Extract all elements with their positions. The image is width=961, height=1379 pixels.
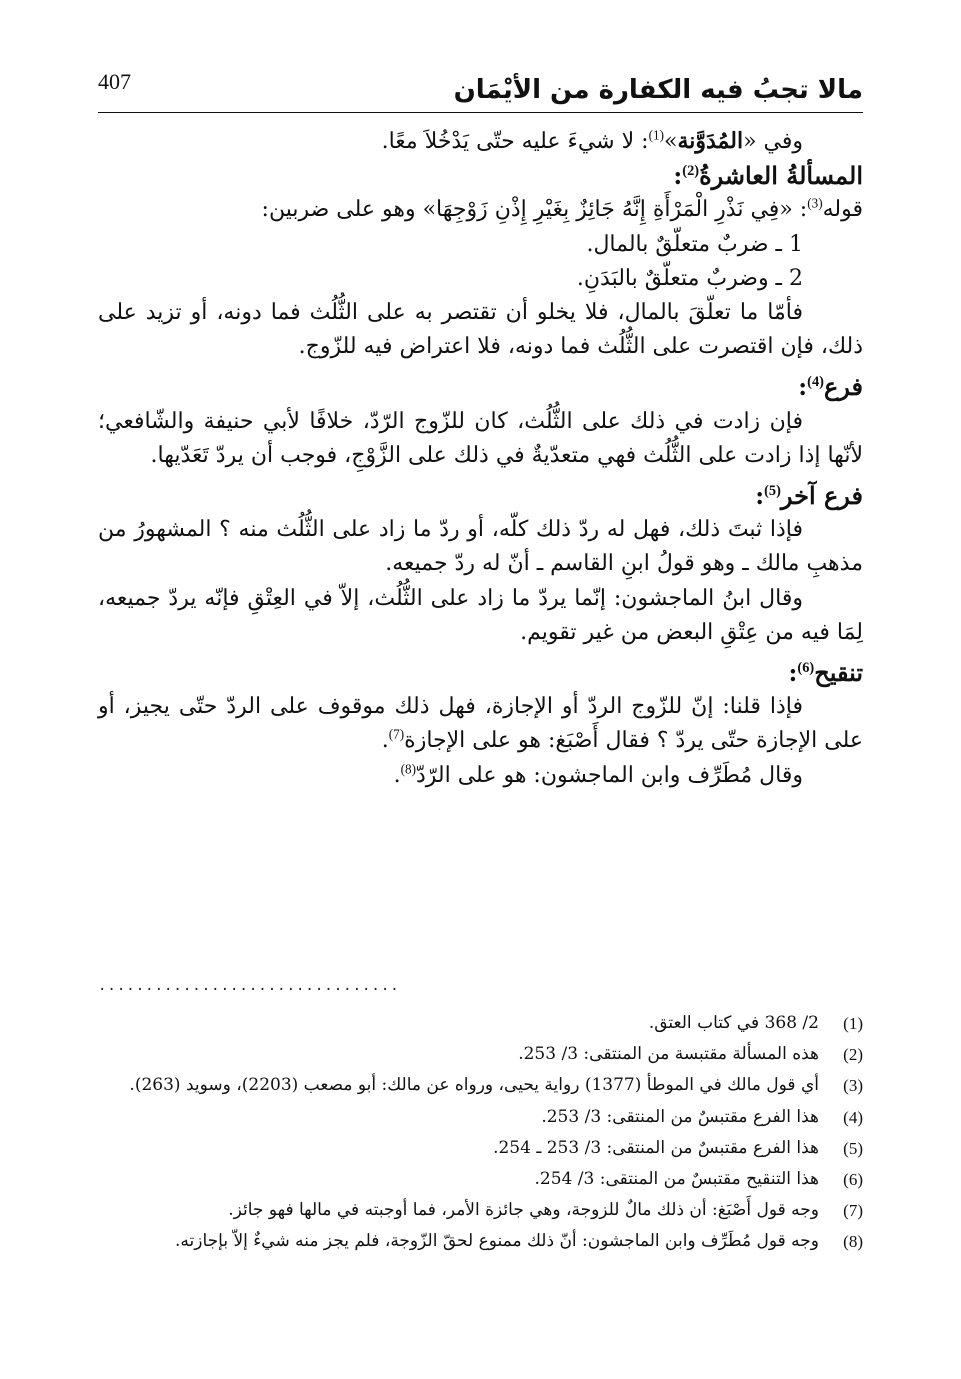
text-line-17: فإذا قلنا: إنّ للزّوج الردّ أو الإجازة، فهل ذلك موقوف على الردّ حتّى يجيز، أو — [98, 694, 803, 720]
heading-text: فرع آخر — [780, 481, 863, 510]
footnote-7 — [98, 1195, 863, 1226]
heading-text: تنقيح — [814, 657, 863, 687]
footnote-6 — [98, 1164, 863, 1195]
text-line-3 — [98, 193, 863, 227]
list-item-2: 2 ـ وضربٌ متعلّقٌ بالبَدَنِ. — [576, 265, 803, 291]
footnote-text: هذه المسألة مقتبسة من المنتقى: 3/ 253. — [518, 1044, 819, 1065]
text-line-7: ذلك، فإن اقتصرت على الثُّلُث فما دونه، فلا اعتراض فيه للزّوج. — [298, 334, 863, 360]
running-title: مالا تجبُ فيه الكفارة من الأيْمَان — [453, 75, 863, 105]
heading-colon: : — [673, 161, 683, 191]
footnote-text: هذا التنقيح مقتبسٌ من المنتقى: 3/ 254. — [534, 1169, 819, 1190]
text-line-14: وقال ابنُ الماجشون: إنّما يردّ ما زاد على الثُّلُث، إلاّ في العِتْقِ فإنّه يردّ جميعه، — [98, 585, 803, 611]
footnote-8 — [98, 1226, 863, 1257]
line-19-rest: . — [393, 762, 401, 788]
footnote-ref-6: (6) — [797, 659, 815, 676]
header-rule — [98, 112, 863, 113]
line-19-pre: وقال مُطَرِّف وابن الماجشون: هو على الرّدّ — [415, 762, 803, 788]
line-3-rest: : «فِي نَذْرِ الْمَرْأَةِ إِنَّهُ جَائِزٌ بِغَيْرِ إِذْنِ زَوْجِهَا» وهو على ضربين: — [261, 197, 808, 223]
text-line-10: لأنّها إذا زادت على الثُّلُث فهي متعدّيةٌ في ذلك على الزَّوْجِ، فوجب أن يردّ تَعَدّيها. — [150, 442, 863, 468]
footnote-number: (3) — [843, 1076, 863, 1096]
footnote-text: هذا الفرع مقتبسٌ من المنتقى: 3/ 253 ـ 254. — [493, 1137, 819, 1158]
footnote-text: هذا الفرع مقتبسٌ من المنتقى: 3/ 253. — [541, 1106, 819, 1127]
text-line-12: فإذا ثبتَ ذلك، فهل له ردّ ذلك كلّه، أو ردّ ما زاد على الثُّلُث منه ؟ المشهورُ من — [98, 517, 803, 543]
heading-colon: : — [798, 372, 808, 402]
footnote-2 — [98, 1039, 863, 1070]
footnote-ref-5: (5) — [764, 483, 781, 499]
section-heading-another-branch — [98, 479, 863, 513]
footnote-number: (8) — [843, 1232, 863, 1252]
heading-text: المسألةُ العاشرةُ — [699, 161, 863, 191]
footnote-ref-2: (2) — [682, 163, 700, 180]
footnote-number: (7) — [843, 1201, 863, 1221]
page-number: 407 — [98, 69, 131, 94]
footnote-ref-1: (1) — [648, 127, 664, 143]
text-line-9: فإن زادت في ذلك على الثُّلُث، كان للزّوج الرّدّ، خلافًا لأبي حنيفة والشّافعي؛ — [98, 408, 803, 434]
footnote-separator: ................................ — [98, 978, 400, 994]
heading-colon: : — [755, 481, 765, 510]
footnotes — [98, 1008, 863, 1258]
footnote-3 — [98, 1070, 863, 1101]
text-line-1 — [98, 124, 863, 159]
line-3-pre: قوله — [822, 197, 863, 223]
footnote-text: أي قول مالك في الموطأ (1377) رواية يحيى، ورواه عن مالك: أبو مصعب (2203)، وسويد (263). — [129, 1075, 819, 1096]
section-heading-tenth-issue — [98, 159, 863, 193]
footnote-ref-7: (7) — [388, 727, 405, 743]
footnote-4 — [98, 1102, 863, 1133]
line-1-bold: المُدَوَّنة — [677, 128, 744, 154]
list-item-1: 1 ـ ضربٌ متعلّقٌ بالمال. — [586, 231, 803, 257]
line-1-post: » — [663, 129, 678, 154]
footnote-1 — [98, 1008, 863, 1039]
footnote-5 — [98, 1133, 863, 1164]
heading-text: فرع — [823, 372, 863, 402]
text-line-6: فأمّا ما تعلّقَ بالمال، فلا يخلو أن تقتصر به على الثُّلُث فما دونه، أو تزيد على — [98, 300, 803, 326]
line-1-rest: : لا شيءَ عليه حتّى يَدْخُلاَ معًا. — [381, 129, 649, 154]
footnote-number: (1) — [843, 1014, 863, 1033]
footnote-text: وجه قول مُطَرِّف وابن الماجشون: أنّ ذلك ممنوع لحقّ الزّوجة، فلم يجز منه شيءٌ إلاّ بإجازته. — [175, 1231, 819, 1252]
main-text — [98, 124, 863, 793]
text-line-19 — [98, 759, 863, 793]
footnote-text: 2/ 368 في كتاب العتق. — [648, 1013, 819, 1033]
text-line-13: مذهبِ مالك ـ وهو قولُ ابنِ القاسم ـ أنّ له ردّ جميعه. — [385, 551, 863, 577]
section-heading-revision — [98, 656, 863, 690]
line-1-pre: وفي « — [743, 129, 803, 154]
footnote-number: (6) — [843, 1170, 863, 1190]
line-18-pre: على الإجازة حتّى يردّ ؟ فقال أَصْبَغ: هو على الإجازة — [404, 728, 863, 754]
line-18-rest: . — [381, 728, 389, 754]
text-line-18 — [98, 724, 863, 758]
footnote-ref-4: (4) — [807, 374, 824, 391]
footnote-number: (2) — [843, 1045, 863, 1065]
footnote-number: (5) — [843, 1138, 863, 1158]
heading-colon: : — [788, 657, 798, 687]
footnote-text: وجه قول أَصْبَغ: أن ذلك مالٌ للزوجة، وهي جائزة الأمر، فما أوجبته في مالها فهو جائز. — [228, 1200, 819, 1221]
footnote-ref-3: (3) — [807, 196, 823, 212]
footnote-number: (4) — [843, 1107, 863, 1127]
section-heading-branch — [98, 370, 863, 404]
text-line-15: لِمَا فيه من عِتْقِ البعض من غير تقويم. — [520, 619, 863, 645]
footnote-ref-8: (8) — [400, 761, 416, 777]
